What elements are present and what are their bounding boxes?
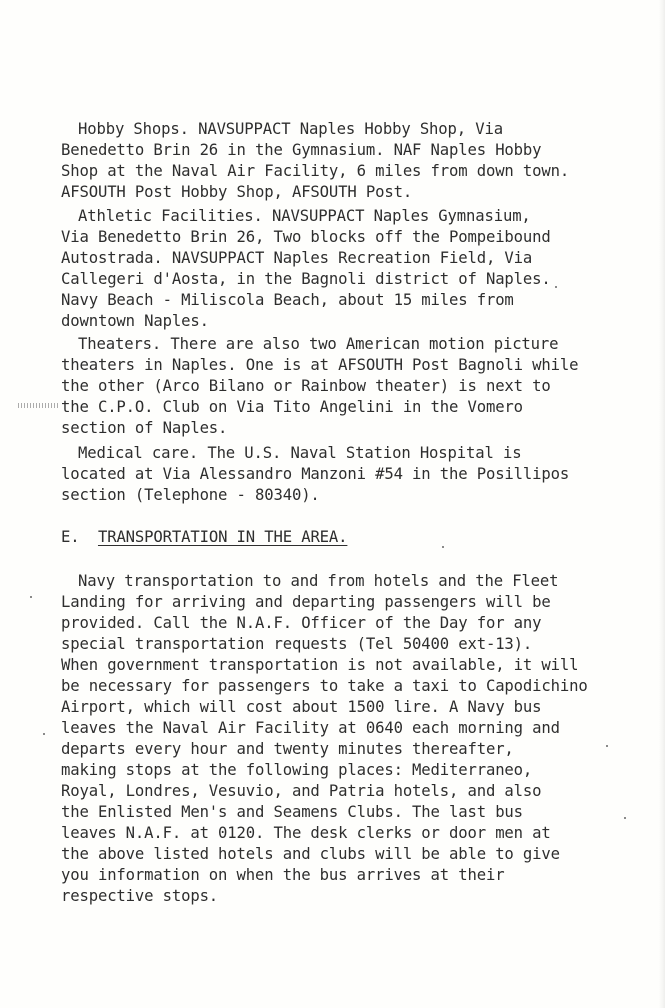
scan-speck (30, 596, 32, 598)
text-line: you information on when the bus arrives at their (61, 866, 505, 884)
text-line: Landing for arriving and departing passengers will be (61, 593, 551, 611)
text-line: Autostrada. NAVSUPPACT Naples Recreation Field, Via (61, 249, 533, 267)
text-line: Via Benedetto Brin 26, Two blocks off the Pompeibound (61, 228, 551, 246)
text-line: located at Via Alessandro Manzoni #54 in the Posillipos (61, 465, 570, 483)
scan-speck (606, 745, 608, 747)
text-line: AFSOUTH Post Hobby Shop, AFSOUTH Post. (61, 183, 413, 201)
text-line: downtown Naples. (61, 312, 209, 330)
text-line: making stops at the following places: Mediterraneo, (61, 761, 533, 779)
text-line: leaves the Naval Air Facility at 0640 each morning and (61, 719, 560, 737)
text-line: departs every hour and twenty minutes thereafter, (61, 740, 514, 758)
text-line: the other (Arco Bilano or Rainbow theater) is next to (61, 377, 551, 395)
scan-speck (555, 286, 557, 288)
text-line: Hobby Shops. NAVSUPPACT Naples Hobby Shop, Via (78, 120, 503, 138)
text-line: the above listed hotels and clubs will be able to give (61, 845, 560, 863)
text-line: Navy Beach - Miliscola Beach, about 15 miles from (61, 291, 514, 309)
section-title: TRANSPORTATION IN THE AREA. (97, 528, 348, 546)
ink-smudge (18, 403, 58, 408)
text-line: Theaters. There are also two American motion picture (78, 335, 559, 353)
text-line: leaves N.A.F. at 0120. The desk clerks or door men at (61, 824, 551, 842)
text-line: Airport, which will cost about 1500 lire. A Navy bus (61, 698, 542, 716)
text-line: Medical care. The U.S. Naval Station Hospital is (78, 444, 522, 462)
section-heading (61, 527, 347, 547)
text-line: Benedetto Brin 26 in the Gymnasium. NAF Naples Hobby (61, 141, 542, 159)
text-line: Athletic Facilities. NAVSUPPACT Naples Gymnasium, (78, 207, 531, 225)
text-line: be necessary for passengers to take a taxi to Capodichino (61, 677, 588, 695)
scan-speck (442, 546, 444, 548)
text-line: provided. Call the N.A.F. Officer of the Day for any (61, 614, 542, 632)
text-line: Royal, Londres, Vesuvio, and Patria hotels, and also (61, 782, 542, 800)
page-edge-shadow (659, 0, 665, 1008)
scan-speck (624, 817, 626, 819)
text-line: theaters in Naples. One is at AFSOUTH Post Bagnoli while (61, 356, 579, 374)
text-line: special transportation requests (Tel 50400 ext-13). (61, 635, 533, 653)
text-line: Navy transportation to and from hotels and the Fleet (78, 572, 559, 590)
text-line: section of Naples. (61, 419, 228, 437)
text-line: section (Telephone - 80340). (61, 486, 320, 504)
text-line: the C.P.O. Club on Via Tito Angelini in the Vomero (61, 398, 523, 416)
text-line: Callegeri d'Aosta, in the Bagnoli district of Naples. (61, 270, 551, 288)
scan-speck (43, 733, 45, 735)
text-line: respective stops. (61, 887, 219, 905)
section-letter: E. (61, 528, 80, 546)
text-line: the Enlisted Men's and Seamens Clubs. The last bus (61, 803, 523, 821)
text-line: When government transportation is not available, it will (61, 656, 579, 674)
text-line: Shop at the Naval Air Facility, 6 miles from down town. (61, 162, 570, 180)
